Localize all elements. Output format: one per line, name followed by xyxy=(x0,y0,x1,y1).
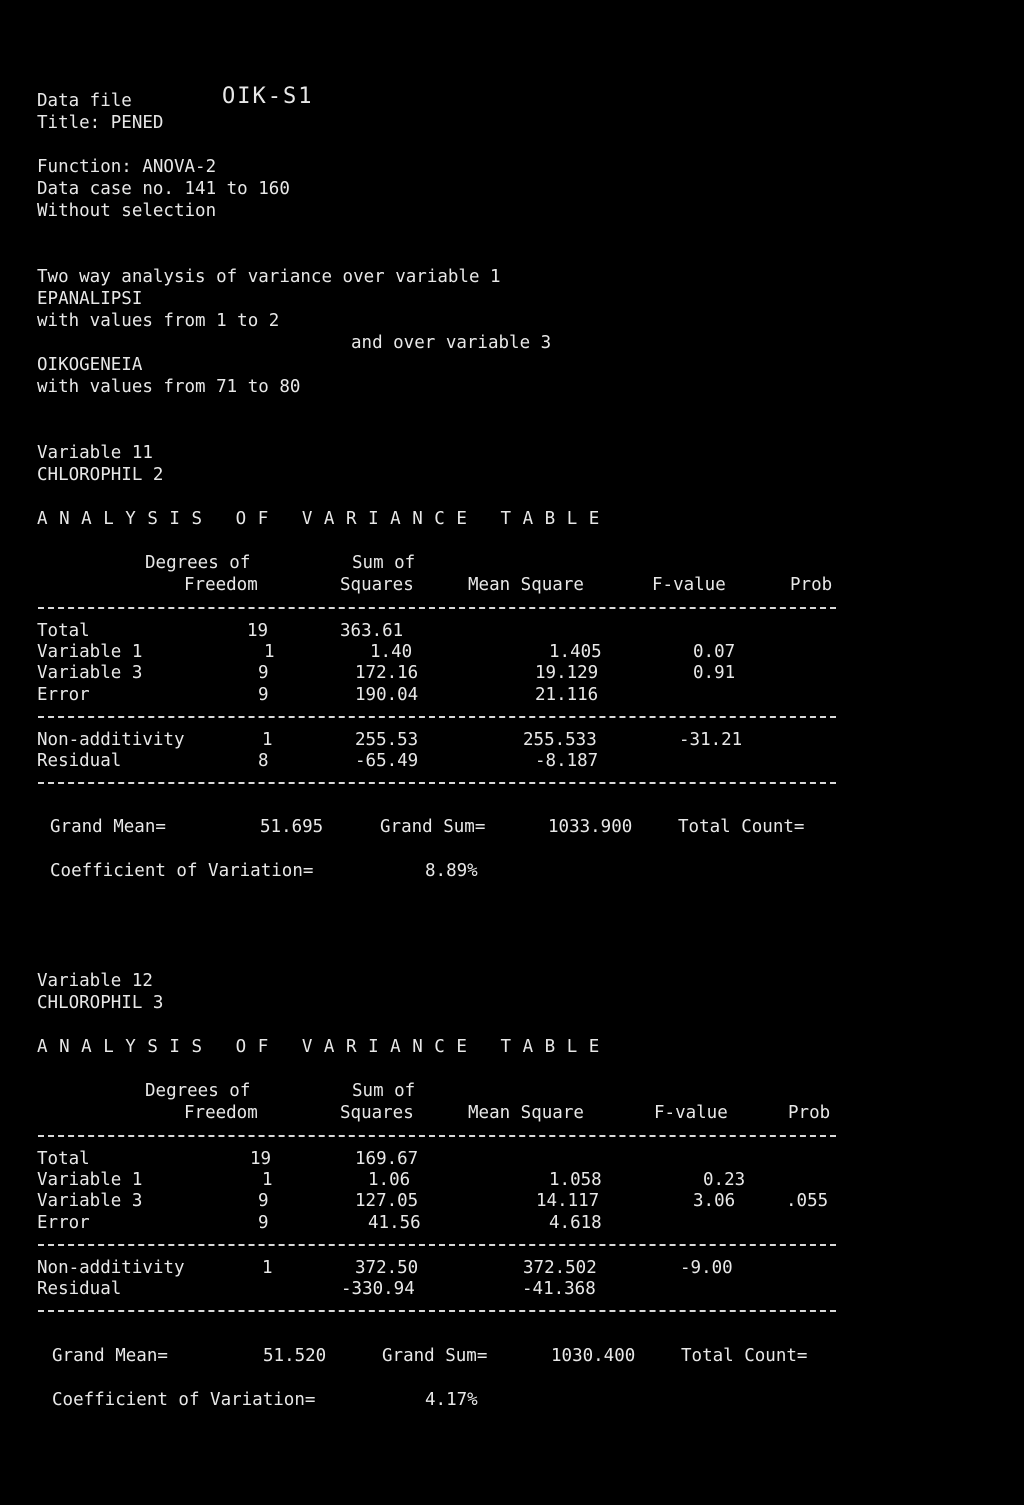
row-df: 19 xyxy=(247,621,269,641)
variable-line: Variable 12 xyxy=(37,971,153,991)
row-ms: 4.618 xyxy=(549,1213,602,1233)
divider xyxy=(38,782,836,784)
row-label: Variable 1 xyxy=(37,1170,143,1190)
grand-sum-value: 1030.400 xyxy=(551,1346,636,1366)
row-ss: 1.06 xyxy=(368,1170,411,1190)
row-df: 1 xyxy=(264,642,275,662)
row-df: 1 xyxy=(262,1170,273,1190)
row-f: 0.07 xyxy=(693,642,736,662)
row-label: Residual xyxy=(37,1279,122,1299)
grand-mean-label: Grand Mean= xyxy=(50,817,166,837)
row-ms: 1.058 xyxy=(549,1170,602,1190)
design-line-3: with values from 1 to 2 xyxy=(37,311,280,331)
cv-value: 4.17% xyxy=(425,1390,478,1410)
design-line-5: OIKOGENEIA xyxy=(37,355,143,375)
design-line-6: with values from 71 to 80 xyxy=(37,377,301,397)
row-ms: 21.116 xyxy=(535,685,599,705)
col-prob-header: Prob xyxy=(788,1103,831,1123)
row-label: Total xyxy=(37,1149,90,1169)
divider xyxy=(38,1244,836,1246)
row-ms: 372.502 xyxy=(523,1258,597,1278)
grand-sum-value: 1033.900 xyxy=(548,817,633,837)
row-label: Non-additivity xyxy=(37,1258,185,1278)
row-ss: 255.53 xyxy=(355,730,419,750)
design-line-1: Two way analysis of variance over variable 1 xyxy=(37,267,501,287)
col-sum-header-2: Squares xyxy=(340,1103,414,1123)
grand-mean-value: 51.695 xyxy=(260,817,324,837)
grand-mean-value: 51.520 xyxy=(263,1346,327,1366)
row-label: Error xyxy=(37,685,90,705)
row-ss: 372.50 xyxy=(355,1258,419,1278)
row-ss: 41.56 xyxy=(368,1213,421,1233)
row-label: Total xyxy=(37,621,90,641)
row-ms: 19.129 xyxy=(535,663,599,683)
row-ss: 169.67 xyxy=(355,1149,419,1169)
col-mean-header: Mean Square xyxy=(468,1103,584,1123)
col-fvalue-header: F-value xyxy=(654,1103,728,1123)
datafile-label: Data file xyxy=(37,91,132,111)
table-title: A N A L Y S I S O F V A R I A N C E T A B L E xyxy=(37,1037,600,1057)
col-degrees-header-1: Degrees of xyxy=(145,553,251,573)
row-label: Variable 3 xyxy=(37,1191,143,1211)
col-prob-header: Prob xyxy=(790,575,833,595)
divider xyxy=(38,1310,836,1312)
divider xyxy=(38,1135,836,1137)
row-ss: 190.04 xyxy=(355,685,419,705)
row-label: Non-additivity xyxy=(37,730,185,750)
col-sum-header-2: Squares xyxy=(340,575,414,595)
row-label: Error xyxy=(37,1213,90,1233)
row-df: 9 xyxy=(258,1191,269,1211)
row-p: .055 xyxy=(786,1191,829,1211)
cv-value: 8.89% xyxy=(425,861,478,881)
row-label: Variable 3 xyxy=(37,663,143,683)
col-degrees-header-2: Freedom xyxy=(184,575,258,595)
row-f: 3.06 xyxy=(693,1191,736,1211)
case-line: Data case no. 141 to 160 xyxy=(37,179,290,199)
row-df: 1 xyxy=(262,1258,273,1278)
row-df: 9 xyxy=(258,685,269,705)
row-ss: 1.40 xyxy=(370,642,413,662)
variable-name: CHLOROPHIL 3 xyxy=(37,993,164,1013)
col-degrees-header-1: Degrees of xyxy=(145,1081,251,1101)
row-f: -9.00 xyxy=(680,1258,733,1278)
design-line-4: and over variable 3 xyxy=(351,333,552,353)
col-sum-header-1: Sum of xyxy=(352,1081,416,1101)
row-df: 9 xyxy=(258,1213,269,1233)
row-df: 1 xyxy=(262,730,273,750)
row-ms: 14.117 xyxy=(536,1191,600,1211)
grand-sum-label: Grand Sum= xyxy=(382,1346,488,1366)
row-ss: 127.05 xyxy=(355,1191,419,1211)
cv-label: Coefficient of Variation= xyxy=(52,1390,316,1410)
row-df: 9 xyxy=(258,663,269,683)
variable-line: Variable 11 xyxy=(37,443,153,463)
row-f: 0.91 xyxy=(693,663,736,683)
row-ss: 172.16 xyxy=(355,663,419,683)
cv-label: Coefficient of Variation= xyxy=(50,861,314,881)
row-label: Residual xyxy=(37,751,122,771)
total-count-label: Total Count= xyxy=(678,817,805,837)
row-ms: 1.405 xyxy=(549,642,602,662)
row-ms: -8.187 xyxy=(535,751,599,771)
function-line: Function: ANOVA-2 xyxy=(37,157,217,177)
row-ms: 255.533 xyxy=(523,730,597,750)
datafile-name: OIK-S1 xyxy=(222,84,314,109)
variable-name: CHLOROPHIL 2 xyxy=(37,465,164,485)
row-f: 0.23 xyxy=(703,1170,746,1190)
divider xyxy=(38,716,836,718)
title-line: Title: PENED xyxy=(37,113,164,133)
row-ss: -65.49 xyxy=(355,751,419,771)
row-f: -31.21 xyxy=(679,730,743,750)
row-df: 19 xyxy=(250,1149,272,1169)
row-ms: -41.368 xyxy=(522,1279,596,1299)
row-ss: -330.94 xyxy=(341,1279,415,1299)
row-ss: 363.61 xyxy=(340,621,404,641)
grand-mean-label: Grand Mean= xyxy=(52,1346,168,1366)
col-sum-header-1: Sum of xyxy=(352,553,416,573)
selection-line: Without selection xyxy=(37,201,217,221)
row-label: Variable 1 xyxy=(37,642,143,662)
row-df: 8 xyxy=(258,751,269,771)
table-title: A N A L Y S I S O F V A R I A N C E T A B L E xyxy=(37,509,600,529)
col-degrees-header-2: Freedom xyxy=(184,1103,258,1123)
total-count-label: Total Count= xyxy=(681,1346,808,1366)
col-fvalue-header: F-value xyxy=(652,575,726,595)
col-mean-header: Mean Square xyxy=(468,575,584,595)
divider xyxy=(38,607,836,609)
design-line-2: EPANALIPSI xyxy=(37,289,143,309)
grand-sum-label: Grand Sum= xyxy=(380,817,486,837)
